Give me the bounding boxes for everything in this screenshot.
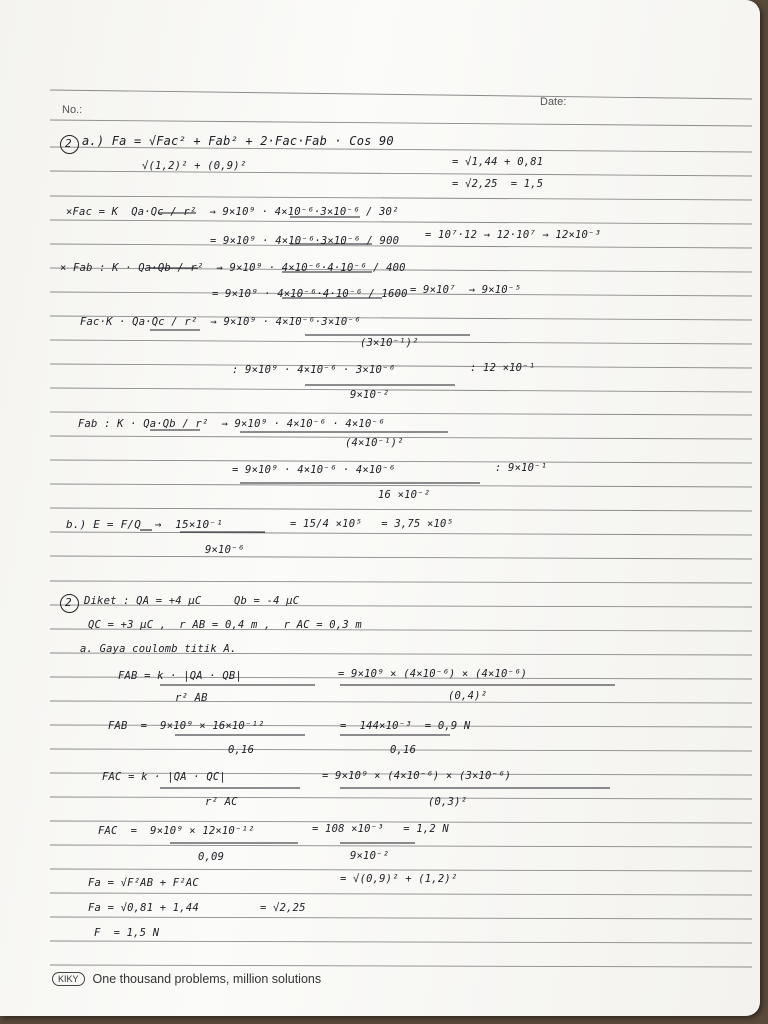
hw-line: : 9×10⁻¹ bbox=[495, 462, 548, 474]
hw-line: Fac·K · Qa·Qc / r² → 9×10⁹ · 4×10⁻⁶·3×10⁻⁶ bbox=[80, 316, 361, 328]
hw-line: : 12 ×10⁻¹ bbox=[470, 362, 536, 374]
hw-line: FAC = 9×10⁹ × 12×10⁻¹² bbox=[98, 825, 255, 837]
hw-line: 9×10⁻² bbox=[350, 389, 390, 401]
hw-line: 0,09 bbox=[198, 851, 225, 863]
hw-line: = 9×10⁹ · 4×10⁻⁶·3×10⁻⁶ / 900 bbox=[210, 235, 400, 247]
hw-line: (0,4)² bbox=[448, 690, 488, 702]
hw-line: Diket : QA = +4 μC Qb = -4 μC bbox=[84, 595, 300, 607]
hw-line: = √2,25 = 1,5 bbox=[452, 178, 544, 190]
hw-line: 0,16 bbox=[228, 744, 255, 756]
hw-line: QC = +3 μC , r AB = 0,4 m , r AC = 0,3 m bbox=[88, 619, 362, 631]
hw-line: = √1,44 + 0,81 bbox=[452, 156, 544, 168]
problem-number: 2 bbox=[65, 596, 72, 609]
no-label: No.: bbox=[62, 104, 83, 116]
hw-line: × Fab : K · Qa·Qb / r² → 9×10⁹ · 4×10⁻⁶·4·10⁻⁶ / 400 bbox=[60, 262, 406, 274]
hw-line: = 9×10⁹ × (4×10⁻⁶) × (3×10⁻⁶) bbox=[322, 770, 512, 782]
hw-line: Fa = √0,81 + 1,44 bbox=[88, 902, 199, 914]
hw-line: √(1,2)² + (0,9)² bbox=[142, 160, 247, 172]
hw-line: = √2,25 bbox=[260, 902, 306, 914]
hw-line: a. Gaya coulomb titik A. bbox=[80, 643, 237, 655]
footer bbox=[52, 972, 321, 986]
brand-logo: KIKY bbox=[52, 972, 85, 986]
hw-line: a.) Fa = √Fac² + Fab² + 2·Fac·Fab · Cos 90 bbox=[82, 134, 394, 148]
hw-line: = 108 ×10⁻³ = 1,2 N bbox=[312, 823, 449, 835]
hw-line: 0,16 bbox=[390, 744, 417, 756]
hw-line: 9×10⁻² bbox=[350, 850, 390, 862]
hw-line: = 9×10⁹ · 4×10⁻⁶ · 4×10⁻⁶ bbox=[232, 464, 396, 476]
hw-line: (4×10⁻¹)² bbox=[345, 437, 404, 449]
hw-line: = 9×10⁷ → 9×10⁻⁵ bbox=[410, 284, 521, 296]
hw-line: = √(0,9)² + (1,2)² bbox=[340, 873, 458, 885]
problem-number: 2 bbox=[65, 137, 72, 150]
hw-line: : 9×10⁹ · 4×10⁻⁶ · 3×10⁻⁶ bbox=[232, 364, 396, 376]
hw-line: r² AC bbox=[205, 796, 238, 808]
date-label: Date: bbox=[540, 96, 567, 108]
hw-line: b.) E = F/Q → 15×10⁻¹ bbox=[66, 518, 223, 531]
hw-line: (3×10⁻¹)² bbox=[360, 337, 419, 349]
hw-line: FAB = k · |QA · QB| bbox=[118, 670, 242, 682]
hw-line: = 9×10⁹ × (4×10⁻⁶) × (4×10⁻⁶) bbox=[338, 668, 528, 680]
hw-line: r² AB bbox=[175, 692, 208, 704]
hw-line: 16 ×10⁻² bbox=[378, 489, 431, 501]
footer-slogan: One thousand problems, million solutions bbox=[92, 972, 322, 986]
hw-line: Fa = √F²AB + F²AC bbox=[88, 877, 199, 889]
hw-line: Fab : K · Qa·Qb / r² → 9×10⁹ · 4×10⁻⁶ · 4×10⁻⁶ bbox=[78, 418, 385, 430]
hw-line: = 10⁷·12 → 12·10⁷ → 12×10⁻³ bbox=[425, 229, 602, 241]
hw-line: = 15/4 ×10⁵ = 3,75 ×10⁵ bbox=[290, 518, 454, 530]
hw-line: FAB = 9×10⁹ × 16×10⁻¹² bbox=[108, 720, 265, 732]
hw-line: = 9×10⁹ · 4×10⁻⁶·4·10⁻⁶ / 1600 bbox=[212, 288, 408, 300]
hw-line: F = 1,5 N bbox=[94, 927, 160, 939]
hw-line: 9×10⁻⁶ bbox=[205, 544, 245, 556]
hw-line: = 144×10⁻³ = 0,9 N bbox=[340, 720, 471, 732]
hw-line: ×Fac = K Qa·Qc / r² → 9×10⁹ · 4×10⁻⁶·3×10⁻⁶ / 30² bbox=[66, 206, 399, 218]
hw-line: (0,3)² bbox=[428, 796, 468, 808]
hw-line: FAC = k · |QA · QC| bbox=[102, 771, 226, 783]
